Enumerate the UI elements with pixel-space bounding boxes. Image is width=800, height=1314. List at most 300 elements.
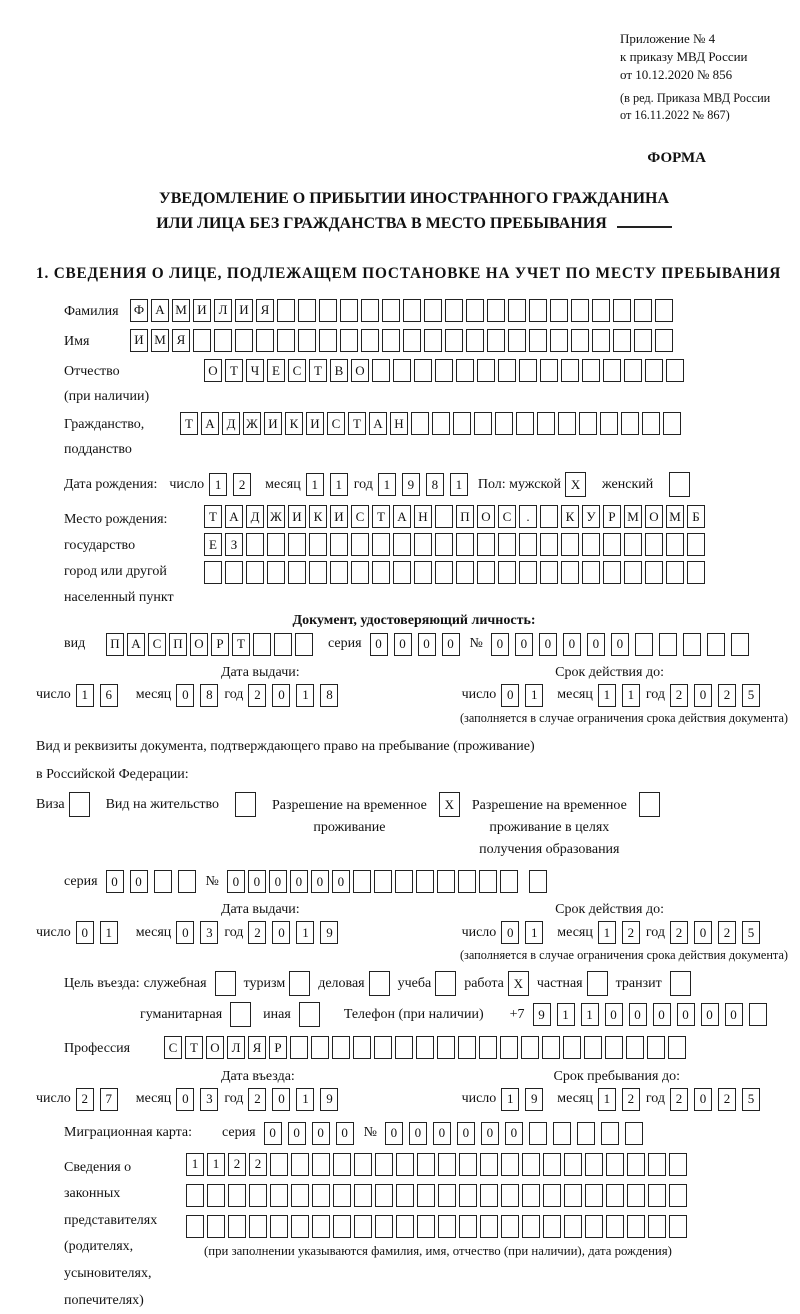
form-cell[interactable] xyxy=(540,561,558,584)
form-cell[interactable]: Ж xyxy=(243,412,261,435)
form-cell[interactable] xyxy=(424,299,442,322)
form-cell[interactable] xyxy=(600,412,618,435)
form-cell[interactable] xyxy=(585,1215,603,1238)
form-cell[interactable] xyxy=(655,299,673,322)
form-cell[interactable] xyxy=(529,1122,547,1145)
form-cell[interactable]: О xyxy=(204,359,222,382)
form-cell[interactable]: 1 xyxy=(450,473,468,496)
form-cell[interactable]: 0 xyxy=(501,684,519,707)
form-cell[interactable] xyxy=(564,1153,582,1176)
form-cell[interactable] xyxy=(749,1003,767,1026)
form-cell[interactable] xyxy=(634,299,652,322)
form-cell[interactable] xyxy=(540,505,558,528)
form-cell[interactable]: 1 xyxy=(186,1153,204,1176)
form-cell[interactable]: Т xyxy=(372,505,390,528)
form-cell[interactable] xyxy=(627,1215,645,1238)
form-cell[interactable] xyxy=(543,1215,561,1238)
form-cell[interactable] xyxy=(543,1184,561,1207)
form-cell[interactable] xyxy=(561,561,579,584)
form-cell[interactable] xyxy=(435,561,453,584)
form-cell[interactable]: 0 xyxy=(587,633,605,656)
form-cell[interactable] xyxy=(508,329,526,352)
form-cell[interactable]: 2 xyxy=(248,684,266,707)
form-cell[interactable]: 0 xyxy=(394,633,412,656)
form-cell[interactable]: 1 xyxy=(296,684,314,707)
form-cell[interactable]: 1 xyxy=(598,921,616,944)
form-cell[interactable] xyxy=(626,1036,644,1059)
form-cell[interactable] xyxy=(424,329,442,352)
form-cell[interactable]: С xyxy=(498,505,516,528)
form-cell[interactable] xyxy=(495,412,513,435)
form-cell[interactable] xyxy=(277,299,295,322)
form-cell[interactable] xyxy=(353,1036,371,1059)
form-cell[interactable] xyxy=(274,633,292,656)
form-cell[interactable] xyxy=(414,359,432,382)
form-cell[interactable] xyxy=(479,1036,497,1059)
form-cell[interactable]: 0 xyxy=(653,1003,671,1026)
form-cell[interactable] xyxy=(267,561,285,584)
form-cell[interactable] xyxy=(69,792,90,817)
form-cell[interactable]: З xyxy=(225,533,243,556)
form-cell[interactable]: 2 xyxy=(76,1088,94,1111)
form-cell[interactable] xyxy=(501,1184,519,1207)
form-cell[interactable]: Ф xyxy=(130,299,148,322)
form-cell[interactable] xyxy=(624,561,642,584)
form-cell[interactable] xyxy=(645,561,663,584)
form-cell[interactable] xyxy=(519,359,537,382)
form-cell[interactable] xyxy=(319,299,337,322)
form-cell[interactable] xyxy=(456,359,474,382)
form-cell[interactable] xyxy=(561,359,579,382)
form-cell[interactable] xyxy=(372,561,390,584)
form-cell[interactable] xyxy=(635,633,653,656)
form-cell[interactable] xyxy=(395,870,413,893)
form-cell[interactable] xyxy=(414,533,432,556)
form-cell[interactable] xyxy=(645,533,663,556)
form-cell[interactable]: 2 xyxy=(670,1088,688,1111)
form-cell[interactable]: М xyxy=(624,505,642,528)
form-cell[interactable] xyxy=(214,329,232,352)
form-cell[interactable] xyxy=(624,533,642,556)
form-cell[interactable]: Т xyxy=(185,1036,203,1059)
form-cell[interactable] xyxy=(417,1153,435,1176)
form-cell[interactable] xyxy=(354,1215,372,1238)
form-cell[interactable] xyxy=(375,1215,393,1238)
form-cell[interactable] xyxy=(256,329,274,352)
form-cell[interactable] xyxy=(186,1184,204,1207)
form-cell[interactable] xyxy=(396,1184,414,1207)
form-cell[interactable] xyxy=(298,329,316,352)
form-cell[interactable] xyxy=(522,1184,540,1207)
form-cell[interactable]: 0 xyxy=(442,633,460,656)
form-cell[interactable] xyxy=(501,1215,519,1238)
form-cell[interactable]: . xyxy=(519,505,537,528)
form-cell[interactable] xyxy=(289,971,310,996)
form-cell[interactable] xyxy=(438,1215,456,1238)
form-cell[interactable] xyxy=(584,1036,602,1059)
form-cell[interactable] xyxy=(291,1184,309,1207)
form-cell[interactable]: П xyxy=(106,633,124,656)
form-cell[interactable]: 0 xyxy=(409,1122,427,1145)
form-cell[interactable]: У xyxy=(582,505,600,528)
form-cell[interactable] xyxy=(624,359,642,382)
form-cell[interactable] xyxy=(253,633,271,656)
form-cell[interactable]: 1 xyxy=(525,921,543,944)
form-cell[interactable] xyxy=(270,1184,288,1207)
form-cell[interactable] xyxy=(295,633,313,656)
form-cell[interactable]: Е xyxy=(204,533,222,556)
form-cell[interactable] xyxy=(382,299,400,322)
form-cell[interactable]: 0 xyxy=(248,870,266,893)
form-cell[interactable]: 0 xyxy=(694,684,712,707)
form-cell[interactable]: А xyxy=(201,412,219,435)
form-cell[interactable]: Я xyxy=(248,1036,266,1059)
form-cell[interactable] xyxy=(666,561,684,584)
form-cell[interactable]: 0 xyxy=(418,633,436,656)
form-cell[interactable]: 0 xyxy=(457,1122,475,1145)
form-cell[interactable] xyxy=(592,329,610,352)
form-cell[interactable]: 0 xyxy=(290,870,308,893)
form-cell[interactable] xyxy=(312,1215,330,1238)
form-cell[interactable] xyxy=(372,533,390,556)
form-cell[interactable] xyxy=(459,1215,477,1238)
form-cell[interactable] xyxy=(453,412,471,435)
form-cell[interactable] xyxy=(290,1036,308,1059)
form-cell[interactable]: Н xyxy=(390,412,408,435)
form-cell[interactable] xyxy=(561,533,579,556)
form-cell[interactable] xyxy=(445,329,463,352)
form-cell[interactable] xyxy=(669,1215,687,1238)
form-cell[interactable] xyxy=(414,561,432,584)
form-cell[interactable] xyxy=(645,359,663,382)
form-cell[interactable]: 0 xyxy=(272,684,290,707)
form-cell[interactable]: О xyxy=(206,1036,224,1059)
form-cell[interactable]: С xyxy=(327,412,345,435)
form-cell[interactable] xyxy=(372,359,390,382)
form-cell[interactable] xyxy=(601,1122,619,1145)
form-cell[interactable]: Р xyxy=(603,505,621,528)
form-cell[interactable]: Т xyxy=(348,412,366,435)
form-cell[interactable]: 0 xyxy=(694,1088,712,1111)
form-cell[interactable]: 2 xyxy=(622,921,640,944)
form-cell[interactable]: О xyxy=(477,505,495,528)
form-cell[interactable] xyxy=(606,1153,624,1176)
form-cell[interactable]: 0 xyxy=(176,684,194,707)
form-cell[interactable]: 0 xyxy=(611,633,629,656)
form-cell[interactable] xyxy=(603,533,621,556)
form-cell[interactable] xyxy=(374,870,392,893)
form-cell[interactable] xyxy=(587,971,608,996)
form-cell[interactable] xyxy=(228,1215,246,1238)
form-cell[interactable]: 2 xyxy=(248,1088,266,1111)
form-cell[interactable]: Д xyxy=(246,505,264,528)
form-cell[interactable] xyxy=(154,870,172,893)
form-cell[interactable]: 1 xyxy=(622,684,640,707)
form-cell[interactable] xyxy=(655,329,673,352)
form-cell[interactable]: 0 xyxy=(76,921,94,944)
form-cell[interactable]: И xyxy=(306,412,324,435)
form-cell[interactable] xyxy=(592,299,610,322)
form-cell[interactable] xyxy=(529,870,547,893)
form-cell[interactable]: 0 xyxy=(694,921,712,944)
form-cell[interactable]: 0 xyxy=(505,1122,523,1145)
form-cell[interactable] xyxy=(246,533,264,556)
form-cell[interactable]: 1 xyxy=(330,473,348,496)
form-cell[interactable]: 2 xyxy=(228,1153,246,1176)
form-cell[interactable]: К xyxy=(309,505,327,528)
form-cell[interactable] xyxy=(668,1036,686,1059)
form-cell[interactable] xyxy=(558,412,576,435)
form-cell[interactable]: Р xyxy=(269,1036,287,1059)
form-cell[interactable]: Т xyxy=(204,505,222,528)
form-cell[interactable]: 0 xyxy=(264,1122,282,1145)
form-cell[interactable] xyxy=(393,359,411,382)
form-cell[interactable] xyxy=(466,299,484,322)
form-cell[interactable] xyxy=(648,1215,666,1238)
form-cell[interactable]: Л xyxy=(227,1036,245,1059)
form-cell[interactable] xyxy=(625,1122,643,1145)
form-cell[interactable]: 1 xyxy=(306,473,324,496)
form-cell[interactable]: 0 xyxy=(176,921,194,944)
form-cell[interactable] xyxy=(669,1184,687,1207)
form-cell[interactable] xyxy=(291,1215,309,1238)
form-cell[interactable]: 8 xyxy=(200,684,218,707)
form-cell[interactable] xyxy=(477,359,495,382)
form-cell[interactable]: 0 xyxy=(725,1003,743,1026)
form-cell[interactable] xyxy=(519,561,537,584)
form-cell[interactable] xyxy=(291,1153,309,1176)
form-cell[interactable] xyxy=(403,299,421,322)
form-cell[interactable] xyxy=(613,299,631,322)
form-cell[interactable] xyxy=(186,1215,204,1238)
form-cell[interactable] xyxy=(456,533,474,556)
form-cell[interactable] xyxy=(605,1036,623,1059)
form-cell[interactable] xyxy=(480,1153,498,1176)
form-cell[interactable] xyxy=(634,329,652,352)
form-cell[interactable] xyxy=(501,1153,519,1176)
form-cell[interactable] xyxy=(627,1184,645,1207)
form-cell[interactable]: Ж xyxy=(267,505,285,528)
form-cell[interactable]: 1 xyxy=(296,1088,314,1111)
form-cell[interactable] xyxy=(603,359,621,382)
form-cell[interactable] xyxy=(639,792,660,817)
form-cell[interactable] xyxy=(354,1184,372,1207)
form-cell[interactable] xyxy=(435,505,453,528)
form-cell[interactable] xyxy=(298,299,316,322)
form-cell[interactable]: Т xyxy=(309,359,327,382)
form-cell[interactable] xyxy=(508,299,526,322)
form-cell[interactable]: 0 xyxy=(370,633,388,656)
form-cell[interactable] xyxy=(437,870,455,893)
form-cell[interactable]: X xyxy=(565,472,586,497)
form-cell[interactable]: 1 xyxy=(525,684,543,707)
form-cell[interactable]: 8 xyxy=(426,473,444,496)
form-cell[interactable]: 9 xyxy=(525,1088,543,1111)
form-cell[interactable] xyxy=(396,1215,414,1238)
form-cell[interactable]: С xyxy=(288,359,306,382)
form-cell[interactable]: Р xyxy=(211,633,229,656)
form-cell[interactable] xyxy=(613,329,631,352)
form-cell[interactable]: 3 xyxy=(200,921,218,944)
form-cell[interactable] xyxy=(432,412,450,435)
form-cell[interactable] xyxy=(529,329,547,352)
form-cell[interactable] xyxy=(687,561,705,584)
form-cell[interactable]: 1 xyxy=(209,473,227,496)
form-cell[interactable]: О xyxy=(190,633,208,656)
form-cell[interactable] xyxy=(571,329,589,352)
form-cell[interactable] xyxy=(353,870,371,893)
form-cell[interactable] xyxy=(459,1184,477,1207)
form-cell[interactable]: А xyxy=(369,412,387,435)
form-cell[interactable]: 0 xyxy=(106,870,124,893)
form-cell[interactable] xyxy=(666,533,684,556)
form-cell[interactable]: М xyxy=(172,299,190,322)
form-cell[interactable] xyxy=(235,329,253,352)
form-cell[interactable] xyxy=(582,533,600,556)
form-cell[interactable] xyxy=(351,533,369,556)
form-cell[interactable]: 2 xyxy=(248,921,266,944)
form-cell[interactable] xyxy=(204,561,222,584)
form-cell[interactable] xyxy=(648,1184,666,1207)
form-cell[interactable] xyxy=(669,1153,687,1176)
form-cell[interactable]: 0 xyxy=(312,1122,330,1145)
form-cell[interactable] xyxy=(267,533,285,556)
form-cell[interactable] xyxy=(416,870,434,893)
form-cell[interactable] xyxy=(550,329,568,352)
form-cell[interactable] xyxy=(458,870,476,893)
form-cell[interactable] xyxy=(288,561,306,584)
form-cell[interactable] xyxy=(361,299,379,322)
form-cell[interactable] xyxy=(627,1153,645,1176)
form-cell[interactable] xyxy=(519,533,537,556)
form-cell[interactable] xyxy=(606,1215,624,1238)
form-cell[interactable] xyxy=(270,1153,288,1176)
form-cell[interactable] xyxy=(249,1215,267,1238)
form-cell[interactable]: 1 xyxy=(598,1088,616,1111)
form-cell[interactable]: Н xyxy=(414,505,432,528)
form-cell[interactable] xyxy=(369,971,390,996)
form-cell[interactable]: 9 xyxy=(320,921,338,944)
form-cell[interactable] xyxy=(666,359,684,382)
form-cell[interactable] xyxy=(669,472,690,497)
form-cell[interactable] xyxy=(230,1002,251,1027)
form-cell[interactable] xyxy=(731,633,749,656)
form-cell[interactable] xyxy=(521,1036,539,1059)
form-cell[interactable]: 0 xyxy=(677,1003,695,1026)
form-cell[interactable]: 9 xyxy=(320,1088,338,1111)
form-cell[interactable]: 8 xyxy=(320,684,338,707)
form-cell[interactable]: И xyxy=(130,329,148,352)
form-cell[interactable]: 0 xyxy=(701,1003,719,1026)
form-cell[interactable] xyxy=(647,1036,665,1059)
form-cell[interactable]: О xyxy=(645,505,663,528)
form-cell[interactable]: 2 xyxy=(622,1088,640,1111)
form-cell[interactable] xyxy=(361,329,379,352)
form-cell[interactable]: 1 xyxy=(557,1003,575,1026)
form-cell[interactable] xyxy=(288,533,306,556)
form-cell[interactable]: 0 xyxy=(288,1122,306,1145)
form-cell[interactable] xyxy=(648,1153,666,1176)
form-cell[interactable] xyxy=(270,1215,288,1238)
form-cell[interactable] xyxy=(396,1153,414,1176)
form-cell[interactable] xyxy=(487,299,505,322)
form-cell[interactable]: 1 xyxy=(378,473,396,496)
form-cell[interactable]: 0 xyxy=(605,1003,623,1026)
form-cell[interactable]: Т xyxy=(232,633,250,656)
form-cell[interactable]: С xyxy=(351,505,369,528)
form-cell[interactable]: 0 xyxy=(563,633,581,656)
form-cell[interactable]: К xyxy=(285,412,303,435)
form-cell[interactable] xyxy=(585,1184,603,1207)
form-cell[interactable]: 0 xyxy=(336,1122,354,1145)
form-cell[interactable] xyxy=(207,1184,225,1207)
form-cell[interactable] xyxy=(351,561,369,584)
form-cell[interactable]: А xyxy=(151,299,169,322)
form-cell[interactable]: 2 xyxy=(249,1153,267,1176)
form-cell[interactable] xyxy=(228,1184,246,1207)
form-cell[interactable]: 0 xyxy=(311,870,329,893)
form-cell[interactable]: 0 xyxy=(385,1122,403,1145)
form-cell[interactable] xyxy=(477,561,495,584)
form-cell[interactable] xyxy=(577,1122,595,1145)
form-cell[interactable] xyxy=(416,1036,434,1059)
form-cell[interactable] xyxy=(437,1036,455,1059)
form-cell[interactable] xyxy=(606,1184,624,1207)
form-cell[interactable] xyxy=(582,561,600,584)
form-cell[interactable] xyxy=(663,412,681,435)
form-cell[interactable]: 0 xyxy=(176,1088,194,1111)
form-cell[interactable]: 9 xyxy=(533,1003,551,1026)
form-cell[interactable] xyxy=(553,1122,571,1145)
form-cell[interactable] xyxy=(540,533,558,556)
form-cell[interactable] xyxy=(311,1036,329,1059)
form-cell[interactable] xyxy=(500,1036,518,1059)
form-cell[interactable] xyxy=(225,561,243,584)
form-cell[interactable]: 1 xyxy=(598,684,616,707)
form-cell[interactable] xyxy=(537,412,555,435)
form-cell[interactable] xyxy=(435,533,453,556)
form-cell[interactable] xyxy=(516,412,534,435)
form-cell[interactable] xyxy=(411,412,429,435)
form-cell[interactable] xyxy=(393,561,411,584)
form-cell[interactable]: 2 xyxy=(233,473,251,496)
form-cell[interactable] xyxy=(498,561,516,584)
form-cell[interactable]: 0 xyxy=(539,633,557,656)
form-cell[interactable]: К xyxy=(561,505,579,528)
form-cell[interactable] xyxy=(333,1215,351,1238)
form-cell[interactable] xyxy=(603,561,621,584)
form-cell[interactable]: И xyxy=(235,299,253,322)
form-cell[interactable]: И xyxy=(288,505,306,528)
form-cell[interactable] xyxy=(498,359,516,382)
form-cell[interactable]: Я xyxy=(172,329,190,352)
form-cell[interactable]: 2 xyxy=(718,684,736,707)
form-cell[interactable] xyxy=(466,329,484,352)
form-cell[interactable]: 0 xyxy=(130,870,148,893)
form-cell[interactable] xyxy=(659,633,677,656)
form-cell[interactable]: 0 xyxy=(272,921,290,944)
form-cell[interactable] xyxy=(579,412,597,435)
form-cell[interactable] xyxy=(500,870,518,893)
form-cell[interactable] xyxy=(246,561,264,584)
form-cell[interactable]: Е xyxy=(267,359,285,382)
form-cell[interactable] xyxy=(480,1184,498,1207)
form-cell[interactable]: Л xyxy=(214,299,232,322)
form-cell[interactable]: 2 xyxy=(718,1088,736,1111)
form-cell[interactable] xyxy=(564,1215,582,1238)
form-cell[interactable]: М xyxy=(666,505,684,528)
form-cell[interactable] xyxy=(459,1153,477,1176)
